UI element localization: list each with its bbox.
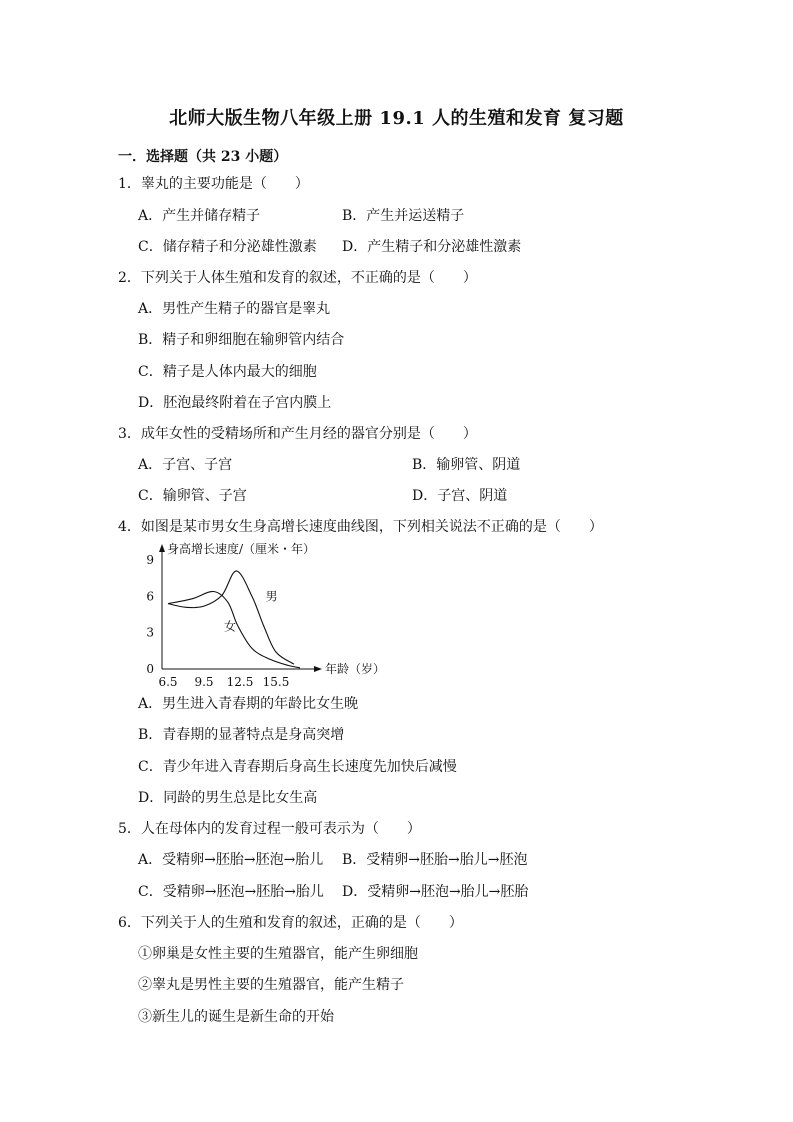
question-6-statement-3: ③新生儿的诞生是新生命的开始 [138,1009,334,1025]
x-tick-label-1: 9.5 [194,675,214,689]
question-4-option-b: B．青春期的显著特点是身高突增 [138,727,345,743]
y-tick-label-3: 9 [146,553,154,568]
y-tick-label-1: 3 [146,625,154,640]
question-2-option-a: A．男性产生精子的器官是睾丸 [138,301,331,317]
page-title: 北师大版生物八年级上册 19.1 人的生殖和发育 复习题 [169,108,624,129]
x-tick-label-0: 6.5 [158,675,178,689]
question-3-stem: 3．成年女性的受精场所和产生月经的器官分别是（ ） [118,426,477,442]
growth-rate-chart-svg [134,540,394,690]
y-axis-arrow [159,544,165,552]
question-3-option-b: B．输卵管、阴道 [412,457,521,473]
x-axis-arrow [314,666,322,672]
question-6-statement-2: ②睾丸是男性主要的生殖器官，能产生精子 [138,977,404,993]
x-tick-label-2: 12.5 [226,675,254,689]
y-axis-label: 身高增长速度/（厘米・年） [167,542,316,556]
question-4-option-a: A．男生进入青春期的年龄比女生晚 [138,696,359,712]
question-5-option-b: B．受精卵→胚胎→胎儿→胚泡 [342,852,528,868]
question-6-stem: 6．下列关于人的生殖和发育的叙述，正确的是（ ） [118,915,463,931]
question-4-option-d: D．同龄的男生总是比女生高 [138,790,318,806]
question-1-stem: 1．睾丸的主要功能是（ ） [118,176,309,192]
question-1-option-a: A．产生并储存精子 [138,208,261,224]
question-1-option-b: B．产生并运送精子 [342,208,465,224]
y-tick-label-2: 6 [146,589,154,604]
question-6-statement-1: ①卵巢是女性主要的生殖器官，能产生卵细胞 [138,946,418,962]
question-5-stem: 5．人在母体内的发育过程一般可表示为（ ） [118,821,421,837]
question-2-stem: 2．下列关于人体生殖和发育的叙述，不正确的是（ ） [118,270,477,286]
series-label-1: 女 [224,619,237,634]
question-3-option-a: A．子宫、子宫 [138,457,233,473]
question-5-option-a: A．受精卵→胚胎→胚泡→胎儿 [138,852,324,868]
question-3-option-d: D．子宫、阴道 [412,488,508,504]
question-5-option-c: C．受精卵→胚泡→胚胎→胎儿 [138,884,324,900]
section-title: 一．选择题（共 23 小题） [118,149,288,165]
series-line-0 [168,571,294,664]
question-2-option-c: C．精子是人体内最大的细胞 [138,364,317,380]
y-tick-label-0: 0 [146,662,154,676]
question-4-option-c: C．青少年进入青春期后身高生长速度先加快后减慢 [138,759,457,775]
question-5-option-d: D．受精卵→胚泡→胎儿→胚胎 [342,884,529,900]
x-tick-label-3: 15.5 [262,675,290,689]
growth-rate-chart [134,540,394,690]
chart-lines [168,571,300,668]
chart-axes [159,541,385,676]
question-1-option-c: C．储存精子和分泌雄性激素 [138,239,317,255]
question-2-option-d: D．胚泡最终附着在子宫内膜上 [138,395,332,411]
question-3-option-c: C．输卵管、子宫 [138,488,247,504]
series-label-0: 男 [265,589,278,604]
x-axis-label: 年龄（岁） [325,662,386,676]
question-4-stem: 4．如图是某市男女生身高增长速度曲线图，下列相关说法不正确的是（ ） [118,519,603,535]
question-2-option-b: B．精子和卵细胞在输卵管内结合 [138,332,345,348]
question-1-option-d: D．产生精子和分泌雄性激素 [342,239,522,255]
